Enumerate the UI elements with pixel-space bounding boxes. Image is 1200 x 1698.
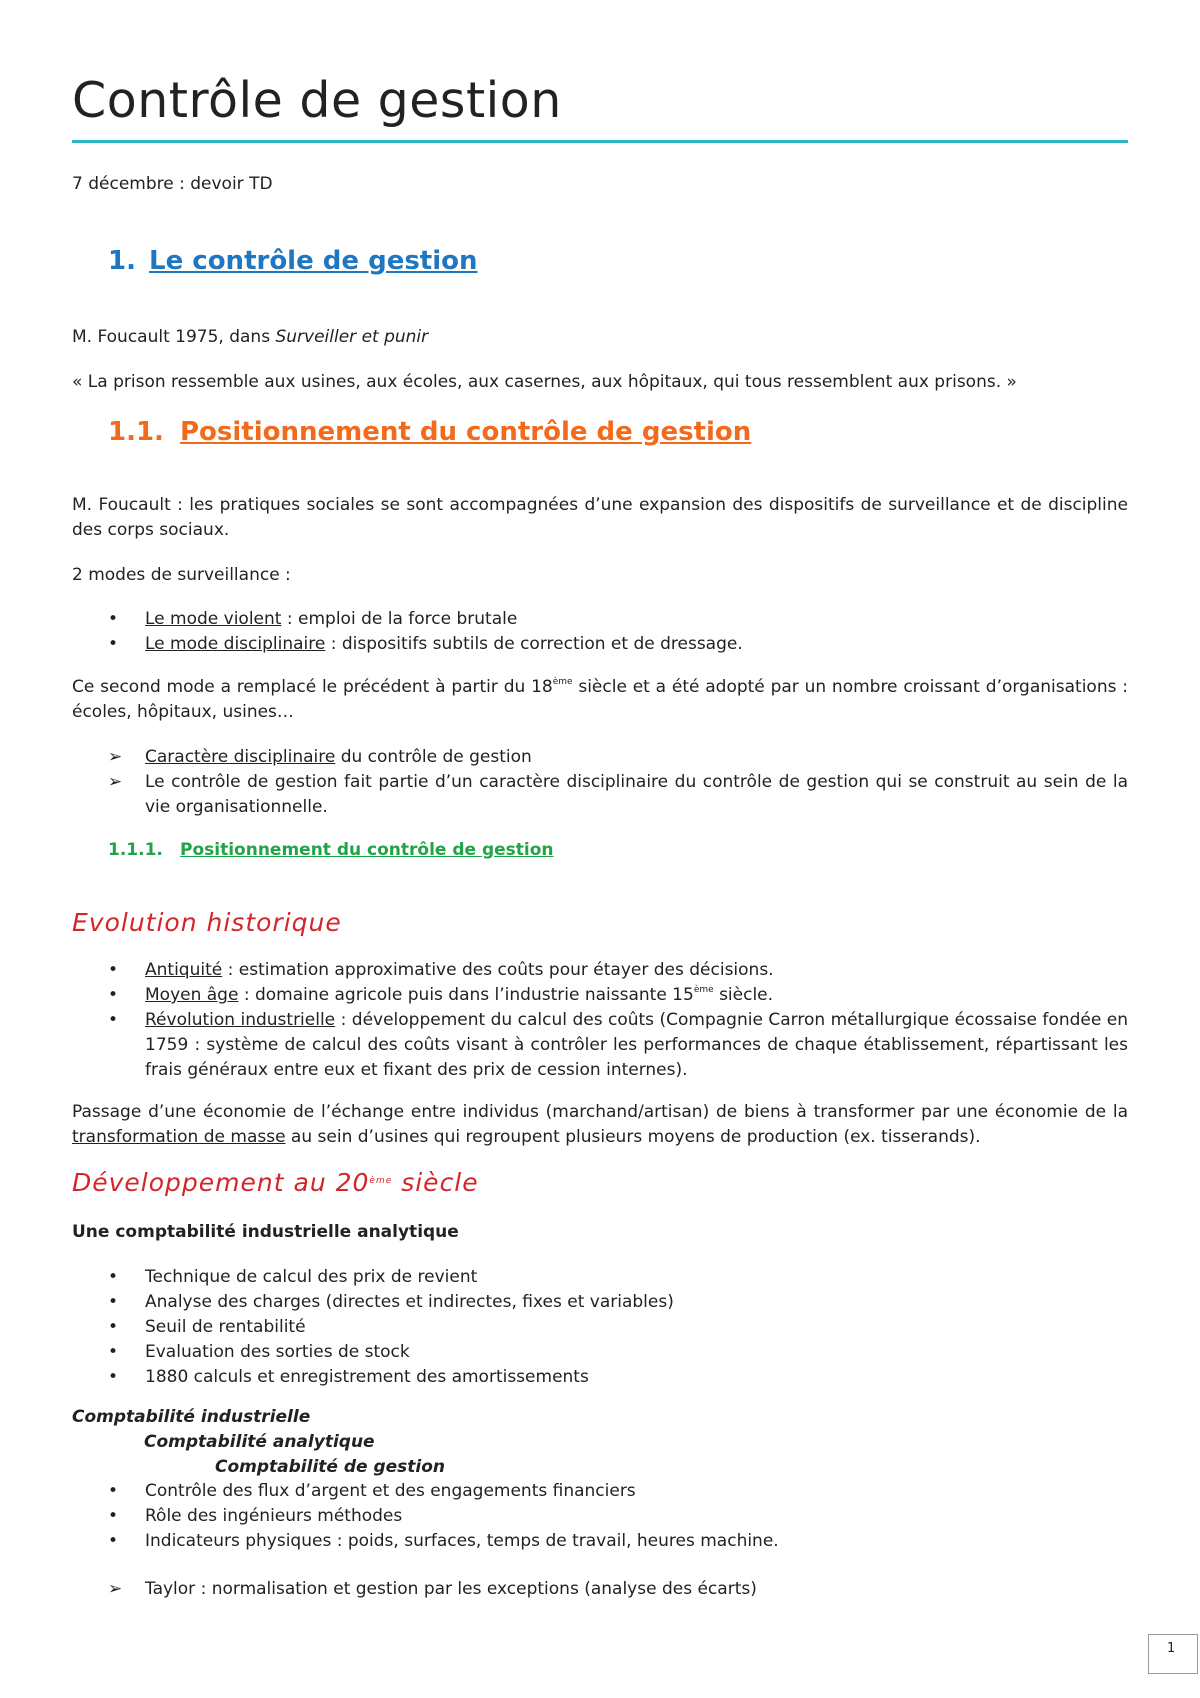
list-item: • Le mode disciplinaire : dispositifs subtils de correction et de dressage.: [72, 632, 1128, 657]
list-item: • Le mode violent : emploi de la force brutale: [72, 607, 1128, 632]
heading-1-1-1-number: 1.1.1.: [108, 840, 163, 860]
bullet-icon: •: [108, 1317, 119, 1337]
list-item: • Technique de calcul des prix de revient: [72, 1265, 1128, 1290]
evolution-title: Evolution historique: [72, 908, 342, 937]
passage-paragraph: Passage d’une économie de l’échange entre individus (marchand/artisan) de biens à transformer par une économie de la transformation de masse au sein d’usines qui regroupent plusieurs moyens de production (ex. tisserands).: [72, 1102, 1128, 1147]
list-item: • 1880 calculs et enregistrement des amortissements: [72, 1365, 1128, 1390]
compta-list: [72, 1265, 1128, 1390]
list-item: • Indicateurs physiques : poids, surfaces, temps de travail, heures machine.: [72, 1529, 1128, 1554]
list-item: • Moyen âge : domaine agricole puis dans l’industrie naissante 15ème siècle.: [72, 983, 1128, 1008]
modes-list: [72, 607, 1128, 657]
heading-1-1-number: 1.1.: [108, 417, 164, 447]
list-item: • Rôle des ingénieurs méthodes: [72, 1504, 1128, 1529]
heading-1: [108, 246, 478, 276]
bullet-icon: •: [108, 1010, 119, 1030]
title-divider: [72, 140, 1128, 143]
bullet-icon: •: [108, 1292, 119, 1312]
list-item: • Révolution industrielle : développement du calcul des coûts (Compagnie Carron métallurgique écossaise fondée en 1759 : système de calcul des coûts visant à contrôler les performances de chaque établissement, répartissant les frais généraux entre eux et fixant des prix de cession internes).: [108, 1010, 1128, 1080]
compta-heading: Une comptabilité industrielle analytique: [72, 1222, 459, 1242]
foucault-reference: [72, 325, 428, 350]
development-title: Développement au 20ème siècle: [72, 1168, 479, 1197]
heading-1-1-1: [108, 840, 554, 860]
list-item: • Antiquité : estimation approximative des coûts pour étayer des décisions.: [72, 958, 1128, 983]
page-number: 1: [1148, 1634, 1198, 1674]
arrow-bullet-icon: ➢: [108, 747, 123, 767]
bullet-icon: •: [108, 1367, 119, 1387]
book-title: Surveiller et punir: [275, 327, 429, 347]
bullet-icon: •: [108, 609, 119, 629]
second-mode-paragraph: Ce second mode a remplacé le précédent à partir du 18ème siècle et a été adopté par un nombre croissant d’organisations : écoles, hôpitaux, usines…: [72, 677, 1128, 722]
foucault-reference-prefix: M. Foucault 1975, dans: [72, 327, 276, 347]
arrow-list-1: [72, 745, 1128, 820]
compta-level-1: Comptabilité industrielle: [72, 1407, 311, 1427]
controle-list: [72, 1479, 1128, 1554]
intro-date: 7 décembre : devoir TD: [72, 174, 273, 194]
heading-1-number: 1.: [108, 246, 136, 276]
list-item: • Seuil de rentabilité: [72, 1315, 1128, 1340]
compta-level-2: Comptabilité analytique: [144, 1432, 375, 1452]
taylor-list: [72, 1577, 1128, 1602]
bullet-icon: •: [108, 960, 119, 980]
heading-1-1: [108, 417, 751, 447]
list-item: • Evaluation des sorties de stock: [72, 1340, 1128, 1365]
compta-level-3: Comptabilité de gestion: [215, 1457, 446, 1477]
arrow-bullet-icon: ➢: [108, 772, 123, 792]
bullet-icon: •: [108, 1342, 119, 1362]
bullet-icon: •: [108, 634, 119, 654]
bullet-icon: •: [108, 1506, 119, 1526]
list-item: ➢ Caractère disciplinaire du contrôle de gestion: [72, 745, 1128, 770]
list-item: • Contrôle des flux d’argent et des engagements financiers: [72, 1479, 1128, 1504]
bullet-icon: •: [108, 1267, 119, 1287]
bullet-icon: •: [108, 1531, 119, 1551]
heading-1-1-1-text: Positionnement du contrôle de gestion: [180, 840, 554, 860]
list-item: ➢ Le contrôle de gestion fait partie d’un caractère disciplinaire du contrôle de gestion qui se construit au sein de la vie organisationnelle.: [108, 772, 1128, 817]
document-title: Contrôle de gestion: [72, 72, 562, 129]
list-item: ➢ Taylor : normalisation et gestion par les exceptions (analyse des écarts): [72, 1577, 1128, 1602]
evolution-list: [72, 958, 1128, 1083]
foucault-quote: « La prison ressemble aux usines, aux écoles, aux casernes, aux hôpitaux, qui tous ressemblent aux prisons. »: [72, 372, 1017, 392]
heading-1-1-text: Positionnement du contrôle de gestion: [180, 417, 752, 447]
foucault-paragraph: M. Foucault : les pratiques sociales se sont accompagnées d’une expansion des dispositifs de surveillance et de discipline des corps sociaux.: [72, 495, 1128, 540]
bullet-icon: •: [108, 985, 119, 1005]
heading-1-text: Le contrôle de gestion: [149, 246, 478, 276]
modes-intro: 2 modes de surveillance :: [72, 565, 291, 585]
list-item: • Analyse des charges (directes et indirectes, fixes et variables): [72, 1290, 1128, 1315]
bullet-icon: •: [108, 1481, 119, 1501]
arrow-bullet-icon: ➢: [108, 1579, 123, 1599]
